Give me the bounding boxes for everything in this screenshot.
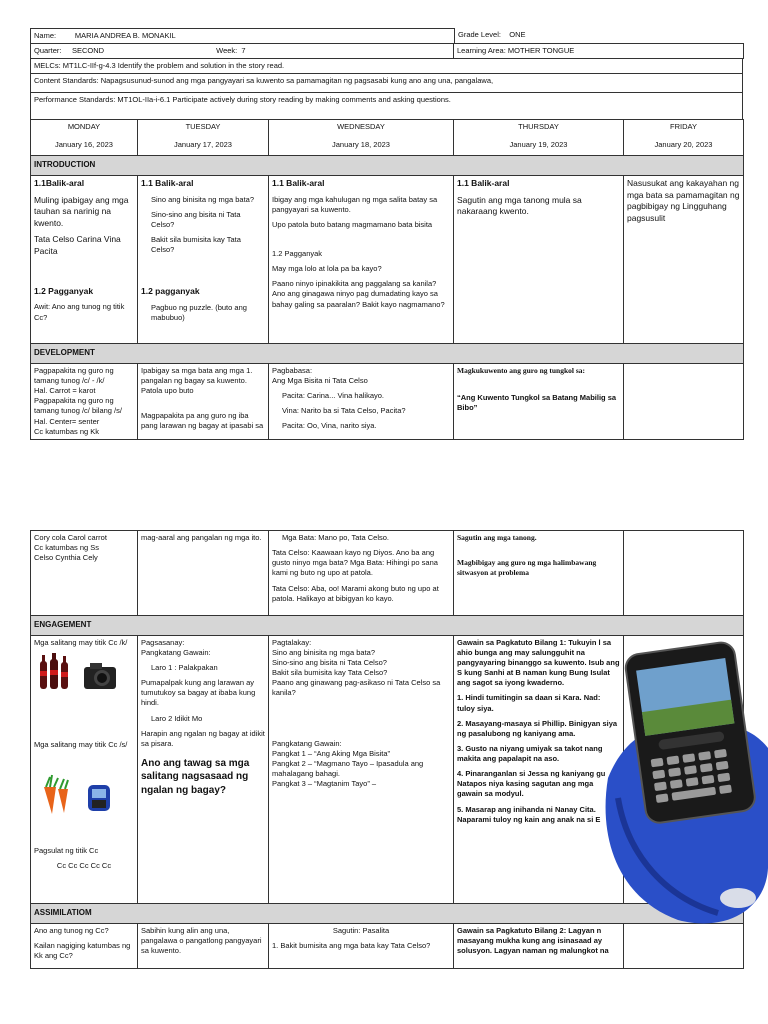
performance-standards: Performance Standards: MT1OL-IIa-i-6.1 Participate actively during story reading by making comments and asking questions. [31,93,743,120]
intro-text: Paano ninyo ipinakikita ang paggalang sa kanila? Ano ang ginagawa ninyo pag dumadating kayo sa bahay galing sa paaralan? Bakit kayo nagmamano? [272,279,445,309]
dev-text: Cc katumbas ng Kk [34,426,100,436]
eng-text: Pangkat 3 – “Magtanim Tayo” – [272,779,377,789]
eng-text: Pangkatang Gawain: [141,647,211,657]
eng-text: Harapin ang ngalan ng bagay at idikit sa pisara. [141,728,265,748]
assim-text: Kailan nagiging katumbas ng Kk ang Cc? [34,940,131,960]
dev-text: Cory cola Carol carrot [34,533,107,542]
dev-wednesday [269,363,454,439]
intro-text: Tata Celso Carina Vina Pacita [34,234,121,256]
intro-text: Sino ang binisita ng mga bata? [151,194,254,204]
grade-label: Grade Level: [458,30,501,39]
eng-text: Laro 2 Idikit Mo [151,713,203,723]
dev-text: Mga Bata: Mano po, Tata Celso. [282,533,390,542]
phone-pillow-photo [598,628,768,928]
assim-text: Sabihin kung alin ang una, pangalawa o pangatlong pangyayari sa kuwento. [141,925,262,955]
day-date: January 17, 2023 [174,139,232,149]
eng-text: Mga salitang may titik Cc /k/ [34,637,128,647]
dev-text: Tata Celso: Aba, oo! Marami akong buto ng upo at patola. Halikayo at bibigyan ko kayo. [272,583,439,603]
dev-text: Pagbabasa: [272,365,313,375]
intro-title: 1.1 Balik-aral [272,178,325,189]
eng-text: Pangkat 1 – “Ang Aking Mga Bisita” [272,748,390,758]
intro-monday [31,176,138,344]
intro-subtitle: 1.2 pagganyak [141,286,200,297]
dev-text: Hal. Center= senter [34,416,100,426]
day-date: January 19, 2023 [509,139,568,149]
section-assimilation: ASSIMILATIOM [31,903,744,923]
assim-text: 1. Bakit bumisita ang mga bata kay Tata Celso? [272,940,431,950]
eng-text: Pagtalakay: [272,637,312,647]
eng-text: Gawain sa Pagkatuto Bilang 1: Tukuyin l sa ahio bunga ang may salungguhit na pangyayaring binanggo sa kuwento. Isub ang S kung Sanhi at B naman kung Bung Isulat ang sagot sa iyong kwaderno. [457,637,620,688]
eng-text: Bakit sila bumisita kay Tata Celso? [272,668,388,678]
melcs: MELCs: MT1LC-IIf-g-4.3 Identify the problem and solution in the story read. [31,59,743,74]
intro-text: Ibigay ang mga kahulugan ng mga salita batay sa pangyayari sa kuwento. [272,194,438,214]
intro-text: Awit: Ano ang tunog ng titik Cc? [34,302,125,322]
day-name: TUESDAY [185,122,221,132]
day-friday [624,120,744,156]
cola-bottle-icon [50,653,58,689]
section-development: DEVELOPMENT [31,344,744,364]
eng-text: 3. Gusto na niyang umiyak sa takot nang makita ang papalapit na aso. [457,743,603,764]
dev-text: Cc katumbas ng Ss [34,543,100,553]
dev-text: Vina: Narito ba si Tata Celso, Pacita? [282,406,406,416]
carrot-icon [44,775,68,814]
eng-text: Pumapalpak kung ang larawan ay tumutukoy sa bagay at ibaba kung hindi. [141,678,256,708]
assim-friday [624,923,744,968]
grade-overlay [454,28,741,43]
intro-text: Sino-sino ang bisita ni Tata Celso? [151,209,241,229]
day-thursday [454,120,624,156]
day-date: January 20, 2023 [654,139,713,149]
eng-monday [31,635,138,903]
intro-text: Muling ipabigay ang mga tauhan sa narinig na kwento. [34,194,129,228]
intro-tuesday [138,176,269,344]
dev2-monday [31,531,138,616]
dev-text: Ang Mga Bisita ni Tata Celso [272,376,368,386]
smartphone-icon [624,641,757,825]
intro-title: 1.1Balik-aral [34,178,85,189]
intro-subtitle: 1.2 Pagganyak [34,285,94,296]
dev-text: Celso Cynthia Cely [34,553,98,563]
teacher-name: MARIA ANDREA B. MONAKIL [74,31,176,40]
day-name: FRIDAY [670,122,697,132]
assim-wednesday [269,923,454,968]
assim-tuesday [138,923,269,968]
intro-text: Sagutin ang mga tanong mula sa nakaraang kwento. [457,194,582,217]
eng-text: Pangkatang Gawain: [272,738,342,748]
week-label: Week: [216,46,238,56]
cola-camera-picture [34,653,134,693]
quarter-label: Quarter: [34,46,62,56]
quarter-cell [31,44,454,59]
quarter-value: SECOND [71,46,105,56]
intro-friday [624,176,744,344]
intro-text: Nasusukat ang kakayahan ng mga bata sa pamamagitan ng pagbibigay ng Lingguhang pagsusulit [627,178,740,223]
eng-text: Paano ang ginawang pag-asikaso ni Tata Celso sa kanila? [272,678,441,698]
eng-text: Cc Cc Cc Cc Cc [56,861,112,871]
eng-text: 4. Pinaranganlan si Jessa ng kaniyang gu Natapos niya kasing sagutan ang mga gawain sa modyul. [457,769,606,799]
cola-bottle-icon [40,655,47,689]
day-name: THURSDAY [518,122,559,132]
dev2-wednesday [269,531,454,616]
dev-text: Magpapakita pa ang guro ng iba pang larawan ng bagay at ipasabi sa [141,411,264,431]
dev-thursday [454,363,624,439]
intro-text: May mga lolo at lola pa ba kayo? [272,264,382,274]
week-value: 7 [241,46,246,56]
eng-text: Sino-sino ang bisita ni Tata Celso? [272,658,387,668]
assim-text: Ano ang tunog ng Cc? [34,925,109,935]
assim-thursday [454,923,624,968]
dev-text: Tata Celso: Kaawaan kayo ng Diyos. Ano ba ang gusto ninyo mga bata? Mga Bata: Hihingi po sana kami ng buto ng upo at patola. [272,548,438,578]
area-label: Learning Area: [457,46,506,56]
dev-text: “Ang Kuwento Tungkol sa Batang Mabilig sa Bibo” [457,393,617,413]
intro-title: 1.1 Balik-aral [457,178,510,189]
dev2-friday [624,531,744,616]
intro-thursday [454,176,624,344]
section-introduction: INTRODUCTION [31,156,744,176]
day-name: MONDAY [67,122,101,132]
dev-monday [31,363,138,439]
day-name: WEDNESDAY [337,122,385,132]
area-value: MOTHER TONGUE [507,46,575,56]
dev-text: Magbibigay ang guro ng mga halimbawang sitwasyon at problema [457,558,597,578]
content-standards: Content Standards: Napagsusunud-sunod ang mga pangyayari sa kuwento sa pamamagitan ng pagsasabi kung ano ang una, pangalawa, [31,74,743,93]
eng-text: Sino ang binisita ng mga bata? [272,647,375,657]
assim-monday [31,923,138,968]
intro-text: Upo patola buto batang magmamano bata bisita [272,219,433,229]
dev-text: Pagpapakita ng guro ng tamang tunog /c/ bilang /s/ [34,396,122,416]
dev-friday [624,363,744,439]
eng-tuesday [138,635,269,903]
day-monday [31,120,138,156]
dev-text: Pacita: Oo, Vina, narito siya. [282,421,377,431]
eng-question: Ano ang tawag sa mga salitang nagsasaad ng ngalan ng bagay? [141,757,250,796]
dev-text: Pacita: Carina... Vina halikayo. [282,391,385,401]
eng-text: Pagsulat ng titik Cc [34,846,99,856]
carrot-phone-picture [34,769,134,817]
intro-text: Bakit sila bumisita kay Tata Celso? [151,235,241,255]
eng-text: Mga salitang may titik Cc /s/ [34,740,128,750]
eng-text: 5. Masarap ang inihanda ni Nanay Cita. Naparami tuloy ng kain ang anak na si E [457,804,601,824]
eng-text: 1. Hindi tumitingin sa daan si Kara. Nad: tuloy siya. [457,693,601,713]
eng-text: Pangkat 2 – “Magmano Tayo – Ipasadula ang mahalagang bahagi. [272,758,424,778]
dev-text: Sagutin ang mga tanong. [457,533,537,542]
dev-text: mag-aaral ang pangalan ng mga ito. [141,533,262,542]
cellphone-icon [88,785,110,811]
intro-wednesday [269,176,454,344]
assim-text: Gawain sa Pagkatuto Bilang 2: Lagyan n masayang mukha kung ang isinasaad ay solusyon. Lagyan naman ng malungkot na [457,925,609,955]
dev-text: Magkukuwento ang guro ng tungkol sa: [457,365,586,375]
lesson-plan-page-1 [30,28,743,440]
dev-text: Ipabigay sa mga bata ang mga 1. pangalan ng bagay sa kuwento. Patola upo buto [141,365,253,396]
eng-text: Laro 1 : Palakpakan [151,663,218,673]
day-tuesday [138,120,269,156]
intro-text: Pagbuo ng puzzle. (buto ang mabubuo) [151,302,247,322]
dev2-tuesday [138,531,269,616]
intro-title: 1.1 Balik-aral [141,178,194,189]
dev-text: Pagpapakita ng guro ng tamang tunog /c/ - /k/ [34,365,114,386]
cola-bottle-icon [61,656,68,689]
intro-subtitle: 1.2 Pagganyak [272,249,323,259]
grade-value: ONE [509,30,526,39]
eng-wednesday [269,635,454,903]
dev2-thursday [454,531,624,616]
dev-tuesday [138,363,269,439]
day-date: January 18, 2023 [332,139,390,149]
camera-icon [84,663,116,689]
eng-text: 2. Masayang-masaya si Phillip. Binigyan siya ng pasalubong ng kaniyang ama. [457,718,618,738]
assim-text: Sagutin: Pasalita [332,925,390,935]
dev-text: Hal. Carrot = karot [34,386,96,396]
day-date: January 16, 2023 [55,139,113,149]
section-engagement: ENGAGEMENT [31,616,744,636]
name-label: Name: [34,31,57,40]
area-cell [454,44,744,59]
eng-text: Pagsasanay: [141,637,185,647]
day-wednesday [269,120,454,156]
